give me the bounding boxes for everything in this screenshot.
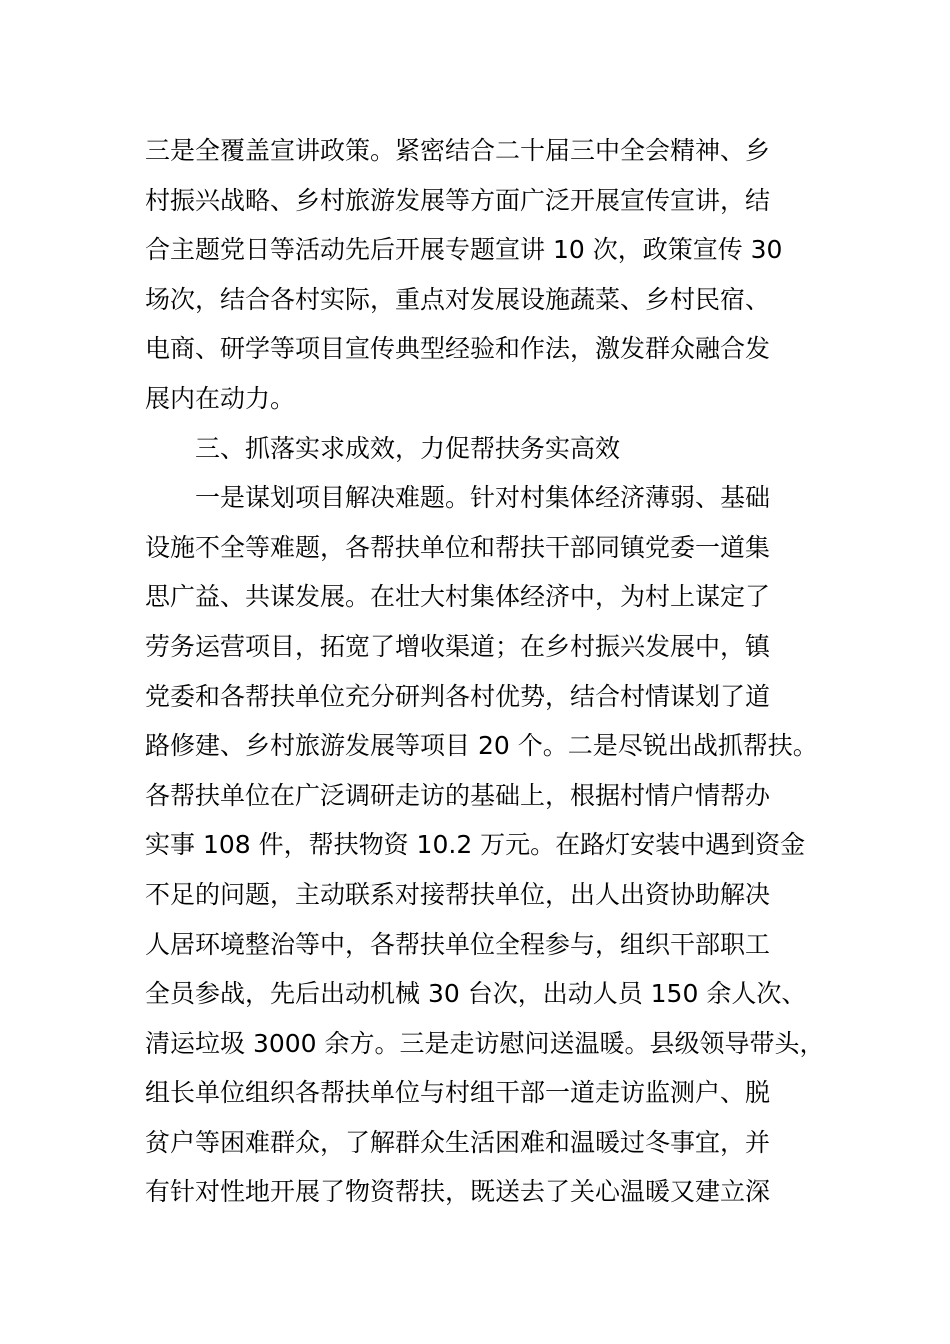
text-line: 村振兴战略、乡村旅游发展等方面广泛开展宣传宣讲，结 (145, 185, 771, 215)
paragraph-implementation (145, 473, 835, 1217)
text-line: 党委和各帮扶单位充分研判各村优势，结合村情谋划了道 (145, 681, 771, 711)
text-line: 不足的问题，主动联系对接帮扶单位，出人出资协助解决 (145, 879, 771, 909)
text-line: 贫户等困难群众，了解群众生活困难和温暖过冬事宜，并 (145, 1127, 771, 1157)
paragraph-policy-publicity (145, 126, 835, 424)
text-line: 各帮扶单位在广泛调研走访的基础上，根据村情户情帮办 (145, 780, 771, 810)
text-line: 劳务运营项目，拓宽了增收渠道；在乡村振兴发展中，镇 (145, 631, 771, 661)
text-line: 清运垃圾 3000 余方。三是走访慰问送温暖。县级领导带头， (145, 1028, 825, 1058)
text-line: 全员参战，先后出动机械 30 台次，出动人员 150 余人次、 (145, 979, 807, 1009)
text-line: 场次，结合各村实际，重点对发展设施蔬菜、乡村民宿、 (145, 284, 771, 314)
text-line: 合主题党日等活动先后开展专题宣讲 10 次，政策宣传 30 (145, 235, 783, 265)
text-line: 思广益、共谋发展。在壮大村集体经济中，为村上谋定了 (145, 582, 771, 612)
heading-line: 三、抓落实求成效，力促帮扶务实高效 (195, 433, 621, 463)
text-line: 人居环境整治等中，各帮扶单位全程参与，组织干部职工 (145, 929, 771, 959)
text-line: 一是谋划项目解决难题。针对村集体经济薄弱、基础 (195, 483, 771, 513)
text-line: 组长单位组织各帮扶单位与村组干部一道走访监测户、脱 (145, 1078, 771, 1108)
text-line: 实事 108 件，帮扶物资 10.2 万元。在路灯安装中遇到资金 (145, 830, 806, 860)
text-line: 设施不全等难题，各帮扶单位和帮扶干部同镇党委一道集 (145, 532, 771, 562)
text-line: 展内在动力。 (145, 383, 296, 413)
text-line: 三是全覆盖宣讲政策。紧密结合二十届三中全会精神、乡 (145, 136, 771, 165)
document-body (145, 126, 835, 1217)
text-line: 有针对性地开展了物资帮扶，既送去了关心温暖又建立深 (145, 1177, 771, 1207)
text-line: 电商、研学等项目宣传典型经验和作法，激发群众融合发 (145, 334, 771, 364)
section-heading (145, 424, 835, 474)
text-line: 路修建、乡村旅游发展等项目 20 个。二是尽锐出战抓帮扶。 (145, 731, 818, 761)
